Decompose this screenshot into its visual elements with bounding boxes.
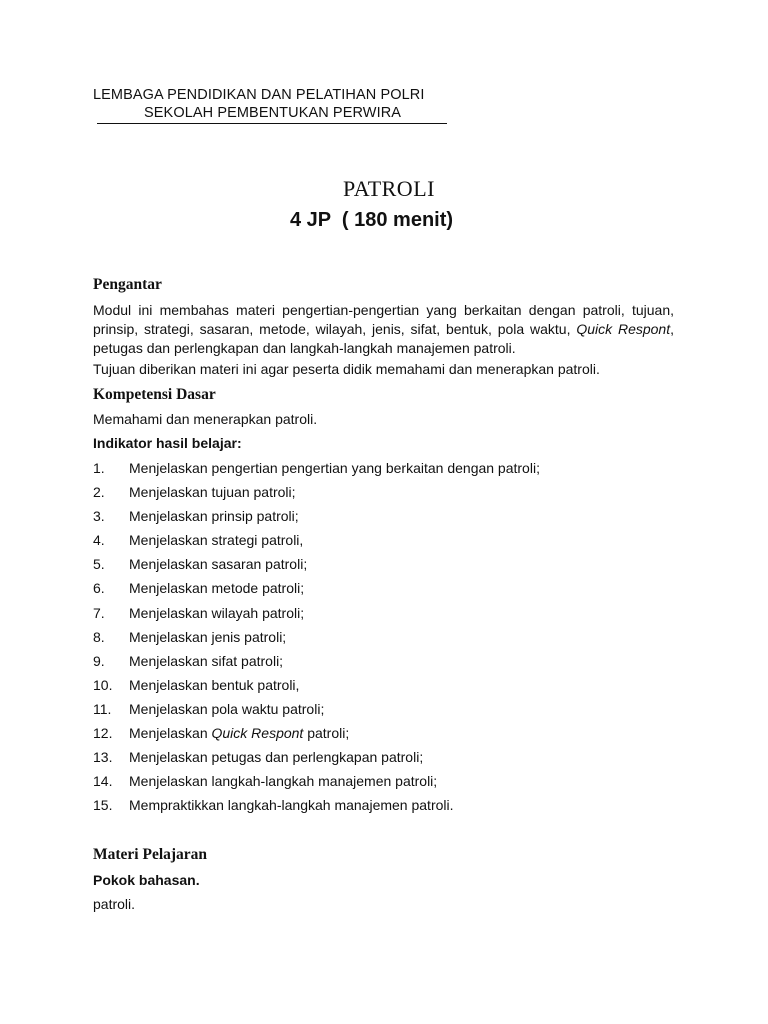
list-item <box>93 531 540 555</box>
pengantar-italic-term: Quick Respont <box>576 321 671 337</box>
pokok-bahasan-text: patroli. <box>93 896 136 912</box>
list-text: Menjelaskan strategi patroli, <box>129 532 304 549</box>
list-text-before: Menjelaskan <box>129 725 212 742</box>
list-italic-term: Quick Respont <box>211 725 304 742</box>
list-text: Menjelaskan sifat patroli; <box>129 652 284 669</box>
list-text: Mempraktikkan langkah-langkah manajemen patroli. <box>129 797 454 814</box>
list-text: Menjelaskan pola waktu patroli; <box>129 700 325 717</box>
document-title: PATROLI <box>343 176 435 201</box>
list-number: 6. <box>93 580 105 597</box>
list-text: Menjelaskan tujuan patroli; <box>129 484 296 501</box>
pengantar-paragraph <box>93 301 674 358</box>
list-text: Menjelaskan sasaran patroli; <box>129 556 308 573</box>
list-number: 3. <box>93 508 105 525</box>
list-item <box>93 700 540 724</box>
header-underline <box>97 123 447 124</box>
list-number: 13. <box>93 749 113 766</box>
indikator-label: Indikator hasil belajar: <box>93 435 242 451</box>
list-item <box>93 676 540 700</box>
heading-kompetensi: Kompetensi Dasar <box>93 386 216 403</box>
list-text: Menjelaskan wilayah patroli; <box>129 604 305 621</box>
list-number: 5. <box>93 556 105 573</box>
list-item <box>93 796 540 820</box>
list-item <box>93 604 540 628</box>
list-number: 4. <box>93 532 105 549</box>
list-number: 11. <box>93 700 112 717</box>
list-item <box>93 652 540 676</box>
list-item <box>93 507 540 531</box>
list-item <box>93 724 540 748</box>
heading-pengantar: Pengantar <box>93 276 162 293</box>
list-text: Menjelaskan petugas dan perlengkapan patroli; <box>129 749 424 766</box>
list-item <box>93 483 540 507</box>
list-number: 8. <box>93 628 105 645</box>
list-text-after: patroli; <box>303 725 350 742</box>
list-number: 12. <box>93 725 113 742</box>
list-number: 9. <box>93 652 105 669</box>
list-number: 14. <box>93 773 113 790</box>
list-text: Menjelaskan prinsip patroli; <box>129 508 299 525</box>
list-item <box>93 628 540 652</box>
pengantar-text-2: , petugas dan perlengkapan dan langkah-langkah manajemen patroli. <box>93 321 674 356</box>
list-item <box>93 772 540 796</box>
list-number: 2. <box>93 484 105 501</box>
list-text: Menjelaskan langkah-langkah manajemen patroli; <box>129 773 438 790</box>
kompetensi-text: Memahami dan menerapkan patroli. <box>93 411 318 427</box>
school-name: SEKOLAH PEMBENTUKAN PERWIRA <box>144 105 402 121</box>
list-item <box>93 748 540 772</box>
indikator-list <box>93 459 540 820</box>
list-item <box>93 555 540 579</box>
pokok-bahasan-label: Pokok bahasan. <box>93 872 200 888</box>
pengantar-text-1: Modul ini membahas materi pengertian-pengertian yang berkaitan dengan patroli, tujuan, prinsip, strategi, sasaran, metode, wilayah, jenis, sifat, bentuk, pola waktu, <box>93 302 674 337</box>
tujuan-paragraph: Tujuan diberikan materi ini agar peserta didik memahami dan menerapkan patroli. <box>93 361 600 377</box>
list-number: 1. <box>93 460 105 476</box>
list-number: 15. <box>93 797 113 814</box>
institution-name: LEMBAGA PENDIDIKAN DAN PELATIHAN POLRI <box>93 87 425 103</box>
list-number: 7. <box>93 604 105 621</box>
list-text: Menjelaskan bentuk patroli, <box>129 676 300 693</box>
list-text: Menjelaskan metode patroli; <box>129 580 305 597</box>
list-item <box>93 579 540 603</box>
list-text: Menjelaskan jenis patroli; <box>129 628 287 645</box>
list-text: Menjelaskan pengertian pengertian yang berkaitan dengan patroli; <box>129 460 540 476</box>
list-item <box>93 459 540 483</box>
document-subtitle: 4 JP ( 180 menit) <box>290 209 454 231</box>
heading-materi: Materi Pelajaran <box>93 846 208 863</box>
list-number: 10. <box>93 676 113 693</box>
